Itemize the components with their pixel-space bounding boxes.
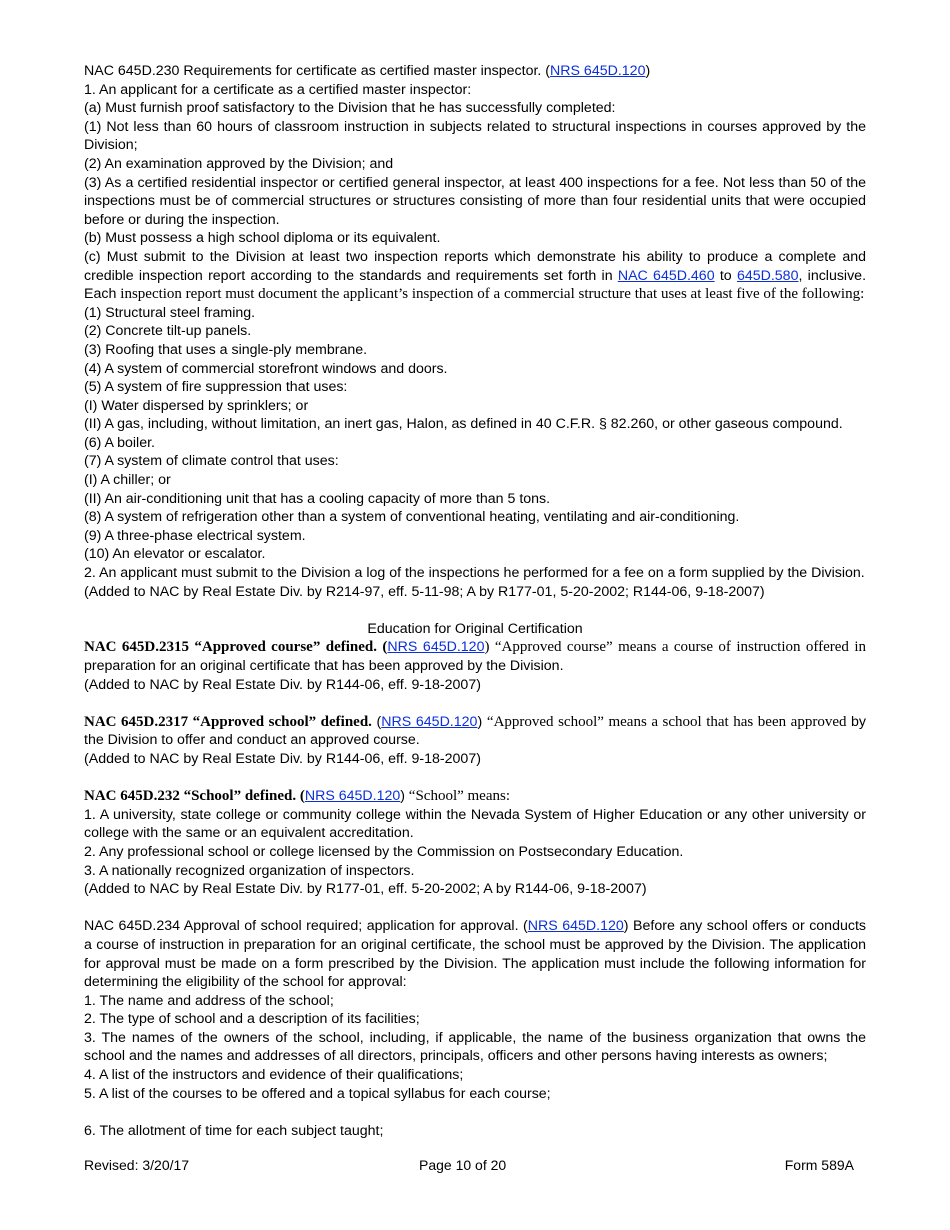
section-232-heading: NAC 645D.232 “School” defined. (NRS 645D.120) “School” means: xyxy=(84,788,511,805)
nrs-645d-120-link[interactable]: NRS 645D.120 xyxy=(527,918,624,935)
list-item: 6. The allotment of time for each subject taught; xyxy=(84,1122,384,1139)
list-item: (7) A system of climate control that uses: xyxy=(84,453,339,470)
section-2317-paragraph: NAC 645D.2317 “Approved school” defined. (NRS 645D.120) “Approved school” means a school that has been approved by the Division to offer and conduct an approved course. xyxy=(84,713,867,749)
list-item: (4) A system of commercial storefront windows and doors. xyxy=(84,360,448,377)
list-item: (I) A chiller; or xyxy=(84,472,171,489)
list-item: 2. Any professional school or college licensed by the Commission on Postsecondary Education. xyxy=(84,843,684,860)
subheading: Education for Original Certification xyxy=(367,620,583,637)
history-note: (Added to NAC by Real Estate Div. by R144-06, eff. 9-18-2007) xyxy=(84,750,481,767)
list-item: (II) An air-conditioning unit that has a cooling capacity of more than 5 tons. xyxy=(84,490,551,507)
list-item: (II) A gas, including, without limitation, an inert gas, Halon, as defined in 40 C.F.R. § 82.260, or other gaseous compound. xyxy=(84,416,843,433)
form-number: Form 589A xyxy=(784,1157,854,1173)
nac-645d-460-link[interactable]: NAC 645D.460 xyxy=(617,267,715,284)
list-item: 3. The names of the owners of the school, including, if applicable, the name of the business organization that owns the school and the names and addresses of all directors, principals, officers and other persons having interests as owners; xyxy=(84,1029,866,1065)
list-item: (5) A system of fire suppression that uses: xyxy=(84,379,348,396)
section-230-line: (2) An examination approved by the Division; and xyxy=(84,155,394,172)
list-item: (8) A system of refrigeration other than a system of conventional heating, ventilating and air-conditioning. xyxy=(84,509,740,526)
list-item: 2. An applicant must submit to the Division a log of the inspections he performed for a fee on a form supplied by the Division. xyxy=(84,565,865,582)
list-item: 5. A list of the courses to be offered and a topical syllabus for each course; xyxy=(84,1085,551,1102)
list-item: (3) Roofing that uses a single-ply membrane. xyxy=(84,341,368,358)
history-note: (Added to NAC by Real Estate Div. by R214-97, eff. 5-11-98; A by R177-01, 5-20-2002; R144-06, 9-18-2007) xyxy=(84,583,765,600)
list-item: (I) Water dispersed by sprinklers; or xyxy=(84,397,309,414)
section-234-paragraph: NAC 645D.234 Approval of school required; application for approval. (NRS 645D.120) Before any school offers or conducts a course of instruction in preparation for an original certificate, the school must be approved by the Division. The application for approval must be made on a form prescribed by the Division. The application must include the following information for determining the eligibility of the school for approval: xyxy=(84,918,866,991)
history-note: (Added to NAC by Real Estate Div. by R144-06, eff. 9-18-2007) xyxy=(84,676,481,693)
list-item: (10) An elevator or escalator. xyxy=(84,546,266,563)
list-item: 4. A list of the instructors and evidence of their qualifications; xyxy=(84,1067,464,1084)
list-item: (1) Structural steel framing. xyxy=(84,304,256,321)
section-230-c-paragraph: (c) Must submit to the Division at least two inspection reports which demonstrate his ability to produce a complete and credible inspection report according to the standards and requirements set forth in NAC 645D.460 to 645D.580, inclusive. Each inspection report must document the applicant’s inspection of a commercial structure that uses at least five of the following: xyxy=(84,248,867,303)
page-number: Page 10 of 20 xyxy=(419,1157,507,1173)
section-2315-paragraph: NAC 645D.2315 “Approved course” defined. (NRS 645D.120) “Approved course” means a course of instruction offered in preparation for an original certificate that has been approved by the Division. xyxy=(84,639,866,674)
section-230-line: (a) Must furnish proof satisfactory to the Division that he has successfully completed: xyxy=(84,100,616,117)
section-230-line: 1. An applicant for a certificate as a certified master inspector: xyxy=(84,81,472,98)
history-note: (Added to NAC by Real Estate Div. by R177-01, eff. 5-20-2002; A by R144-06, 9-18-2007) xyxy=(84,881,647,898)
list-item: 1. The name and address of the school; xyxy=(84,992,334,1009)
document-page xyxy=(84,62,866,1140)
list-item: 2. The type of school and a description of its facilities; xyxy=(84,1011,420,1028)
list-item: 1. A university, state college or community college within the Nevada System of Higher Education or any other university or college with the same or an equivalent accreditation. xyxy=(84,806,866,842)
section-230-heading: NAC 645D.230 Requirements for certificate as certified master inspector. (NRS 645D.120) xyxy=(84,63,651,79)
page-footer xyxy=(84,1155,854,1175)
list-item: (9) A three-phase electrical system. xyxy=(84,527,306,544)
section-230-line: (1) Not less than 60 hours of classroom instruction in subjects related to structural inspections in courses approved by the Division; xyxy=(84,118,866,154)
list-item: (6) A boiler. xyxy=(84,434,155,451)
section-230-line: (b) Must possess a high school diploma or its equivalent. xyxy=(84,230,441,247)
section-230-line: (3) As a certified residential inspector or certified general inspector, at least 400 inspections for a fee. Not less than 50 of the inspections must be of commercial structures or structures consisting of more than four residential units that were occupied before or during the inspection. xyxy=(84,174,866,228)
nrs-645d-120-link[interactable]: NRS 645D.120 xyxy=(550,63,646,79)
list-item: 3. A nationally recognized organization of inspectors. xyxy=(84,862,415,879)
revised-date: Revised: 3/20/17 xyxy=(84,1157,190,1173)
nac-645d-580-link[interactable]: 645D.580 xyxy=(736,267,799,284)
nrs-645d-120-link[interactable]: NRS 645D.120 xyxy=(381,713,478,730)
nrs-645d-120-link[interactable]: NRS 645D.120 xyxy=(387,639,485,656)
list-item: (2) Concrete tilt-up panels. xyxy=(84,323,252,340)
nrs-645d-120-link[interactable]: NRS 645D.120 xyxy=(304,788,401,805)
